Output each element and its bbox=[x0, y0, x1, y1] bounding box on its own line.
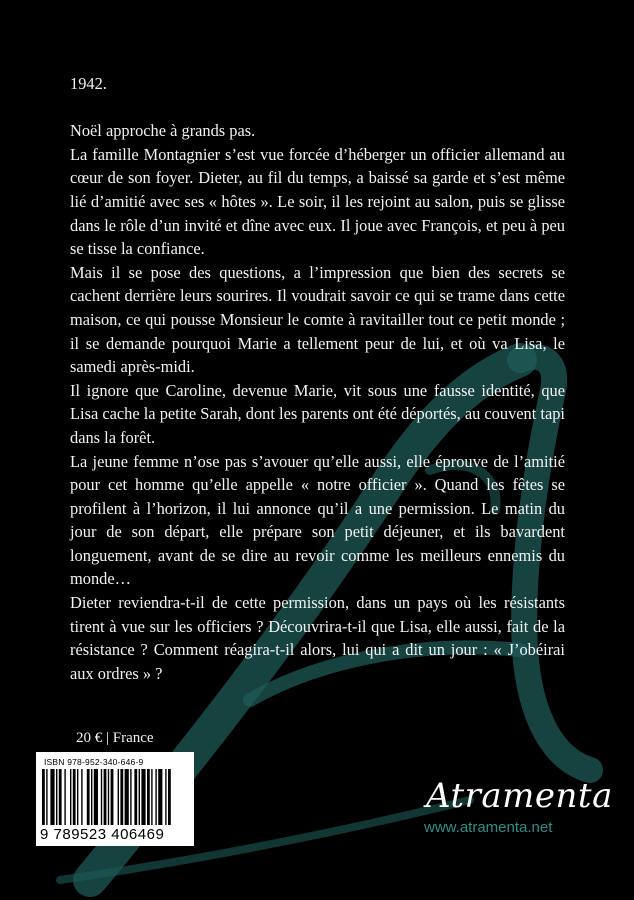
barcode-bar bbox=[81, 769, 82, 825]
barcode-bar bbox=[104, 769, 107, 825]
isbn-barcode bbox=[36, 752, 194, 846]
barcode-bar bbox=[50, 769, 54, 825]
barcode-bars bbox=[42, 769, 188, 825]
blurb-paragraph: Dieter reviendra-t-il de cette permission, dans un pays où les résistants tirent à vue sur les officiers ? Découvrira-t-il que Lisa, elle aussi, fait de la résistance ? Comment réagira-t-il alors, lui qui a dit un jour : « J’obéirai aux ordres » ? bbox=[70, 593, 565, 683]
barcode-bar bbox=[165, 769, 166, 825]
blurb-paragraph: Mais il se pose des questions, a l’impression que bien des secrets se cachent derrière leurs sourires. Il voudrait savoir ce qui se trame dans cette maison, ce qui pousse Monsieur le comte à ravitailler tout ce petit monde ; il se demande pourquoi Marie a tellement peur de lui, et où va Lisa, le samedi après-midi. bbox=[70, 262, 565, 377]
blurb-paragraph: Noël approche à grands pas. bbox=[70, 121, 256, 141]
barcode-bar bbox=[118, 769, 119, 825]
publisher-logo: Atramenta bbox=[426, 776, 613, 816]
blurb-paragraph: Il ignore que Caroline, devenue Marie, vit sous une fausse identité, que Lisa cache la petite Sarah, dont les parents ont été déportés, au couvent tapi dans la forêt. bbox=[70, 380, 565, 447]
price-label: 20 € | France bbox=[76, 730, 154, 746]
blurb-paragraph: La famille Montagnier s’est vue forcée d’héberger un officier allemand au cœur de son foyer. Dieter, au fil du temps, a baissé sa garde et s’est même lié d’amitié avec ses « hôtes ». Le soir, il les rejoint au salon, puis se glisse dans le rôle d’un invité et dîne avec eux. Il joue avec François, et peu à peu se tisse la confiance. bbox=[70, 144, 565, 259]
barcode-bar bbox=[134, 769, 137, 825]
barcode-bar bbox=[42, 769, 45, 825]
barcode-bar bbox=[94, 769, 98, 825]
barcode-bar bbox=[59, 769, 62, 825]
barcode-bar bbox=[141, 769, 145, 825]
isbn-label: ISBN 978-952-340-646-9 bbox=[44, 757, 144, 767]
barcode-bar bbox=[87, 769, 90, 825]
barcode-bar bbox=[155, 769, 156, 825]
barcode-bar bbox=[64, 769, 65, 825]
barcode-bar bbox=[120, 769, 123, 825]
back-cover-blurb bbox=[70, 72, 565, 685]
publisher-url[interactable]: www.atramenta.net bbox=[424, 819, 553, 836]
barcode-bar bbox=[158, 769, 162, 825]
barcode-bar bbox=[91, 769, 92, 825]
barcode-bar bbox=[73, 769, 76, 825]
barcode-bar bbox=[111, 769, 114, 825]
barcode-bar bbox=[125, 769, 129, 825]
barcode-bar bbox=[130, 769, 131, 825]
barcode-bar bbox=[139, 769, 140, 825]
year-line: 1942. bbox=[70, 74, 107, 93]
barcode-bar bbox=[101, 769, 102, 825]
barcode-digits: 9 789523 406469 bbox=[40, 826, 165, 843]
blurb-paragraph: La jeune femme n’ose pas s’avouer qu’elle aussi, elle éprouve de l’amitié pour cet homme qu’elle appelle « notre officier ». Quand les fêtes se profilent à l’horizon, il lui annonce qu’il a une permission. Le matin du jour de son départ, elle prépare son petit déjeuner, et ils bavardent longuement, avant de se dire au revoir comme les meilleurs ennemis du monde… bbox=[70, 451, 565, 589]
barcode-bar bbox=[108, 769, 109, 825]
barcode-bar bbox=[70, 769, 71, 825]
barcode-bar bbox=[77, 769, 78, 825]
barcode-bar bbox=[168, 769, 171, 825]
barcode-bar bbox=[46, 769, 47, 825]
barcode-bar bbox=[147, 769, 150, 825]
barcode-bar bbox=[151, 769, 152, 825]
barcode-bar bbox=[56, 769, 57, 825]
